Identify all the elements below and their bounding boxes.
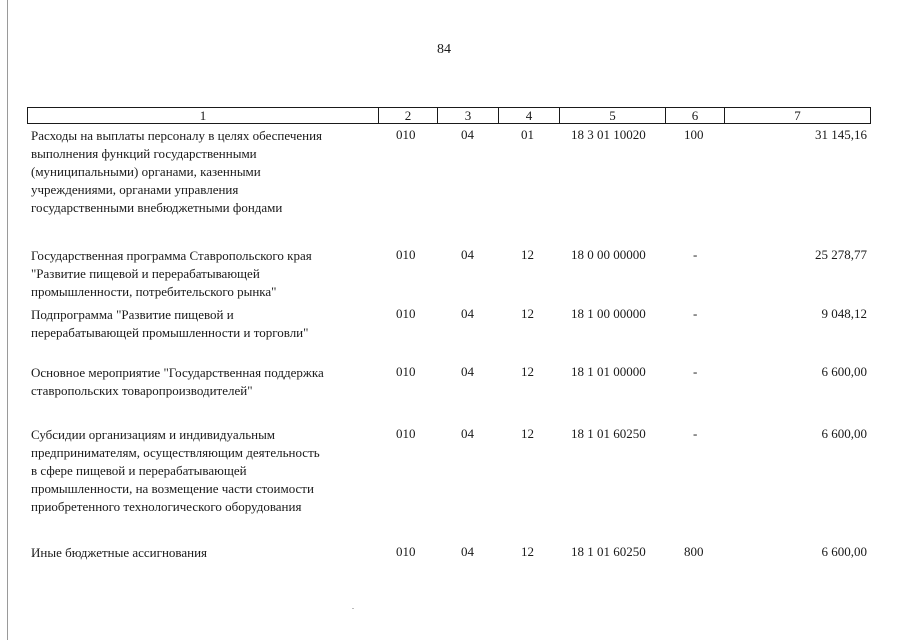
header-col-4: 4: [525, 108, 533, 123]
row-name: Государственная программа Ставропольского края "Развитие пищевой и перерабатывающей промышленности, потребительского рынка": [31, 248, 312, 299]
row-col-6: 100: [684, 127, 704, 142]
scan-edge-line: [7, 0, 8, 640]
row-col-2: 010: [396, 127, 416, 142]
row-name: Иные бюджетные ассигнования: [31, 545, 208, 560]
row-col-7: 6 600,00: [821, 544, 867, 559]
header-col-7: 7: [794, 108, 801, 123]
row-col-7: 25 278,77: [815, 247, 867, 262]
row-col-2: 010: [396, 544, 416, 559]
row-col-3: 04: [461, 544, 474, 559]
row-col-4: 01: [521, 127, 534, 142]
row-col-4: 12: [521, 247, 534, 262]
row-col-4: 12: [521, 306, 534, 321]
header-col-5: 5: [609, 108, 616, 123]
row-col-2: 010: [396, 426, 416, 441]
header-col-1: 1: [199, 108, 207, 123]
row-col-3: 04: [461, 127, 474, 142]
row-col-7: 31 145,16: [815, 127, 867, 142]
row-name: Расходы на выплаты персоналу в целях обеспечения выполнения функций государственными (муниципальными) органами, казенными учреждениями, органами управления государственными внебюджетными фондами: [31, 128, 323, 215]
row-col-3: 04: [461, 247, 474, 262]
row-col-5: 18 1 01 60250: [571, 544, 646, 559]
row-col-2: 010: [396, 306, 416, 321]
header-col-6: 6: [691, 108, 699, 123]
row-col-5: 18 1 01 60250: [571, 426, 646, 441]
header-col-2: 2: [404, 108, 412, 123]
row-col-5: 18 1 00 00000: [571, 306, 646, 321]
row-col-3: 04: [461, 426, 474, 441]
row-col-6: -: [693, 364, 698, 379]
row-col-3: 04: [461, 364, 474, 379]
row-col-7: 9 048,12: [821, 306, 867, 321]
row-col-5: 18 0 00 00000: [571, 247, 646, 262]
row-name: Субсидии организациям и индивидуальным предпринимателям, осуществляющим деятельность в сфере пищевой и перерабатывающей промышленности, на возмещение части стоимости приобретенного технологического оборудования: [31, 427, 320, 514]
row-col-2: 010: [396, 364, 416, 379]
row-name: Основное мероприятие "Государственная поддержка ставропольских товаропроизводителей": [31, 365, 324, 398]
row-col-4: 12: [521, 426, 534, 441]
row-col-6: 800: [684, 544, 704, 559]
row-col-4: 12: [521, 544, 534, 559]
row-name: Подпрограмма "Развитие пищевой и перерабатывающей промышленности и торговли": [31, 307, 309, 340]
row-col-4: 12: [521, 364, 534, 379]
row-col-7: 6 600,00: [821, 364, 867, 379]
row-col-2: 010: [396, 247, 416, 262]
row-col-6: -: [693, 306, 698, 321]
row-col-6: -: [693, 426, 698, 441]
scan-speck: [352, 608, 354, 609]
row-col-3: 04: [461, 306, 474, 321]
row-col-5: 18 3 01 10020: [571, 127, 646, 142]
row-col-5: 18 1 01 00000: [571, 364, 646, 379]
row-col-7: 6 600,00: [821, 426, 867, 441]
page-number: 84: [437, 42, 451, 57]
row-col-6: -: [693, 247, 698, 262]
table-header: [27, 107, 871, 124]
header-col-3: 3: [464, 108, 472, 123]
